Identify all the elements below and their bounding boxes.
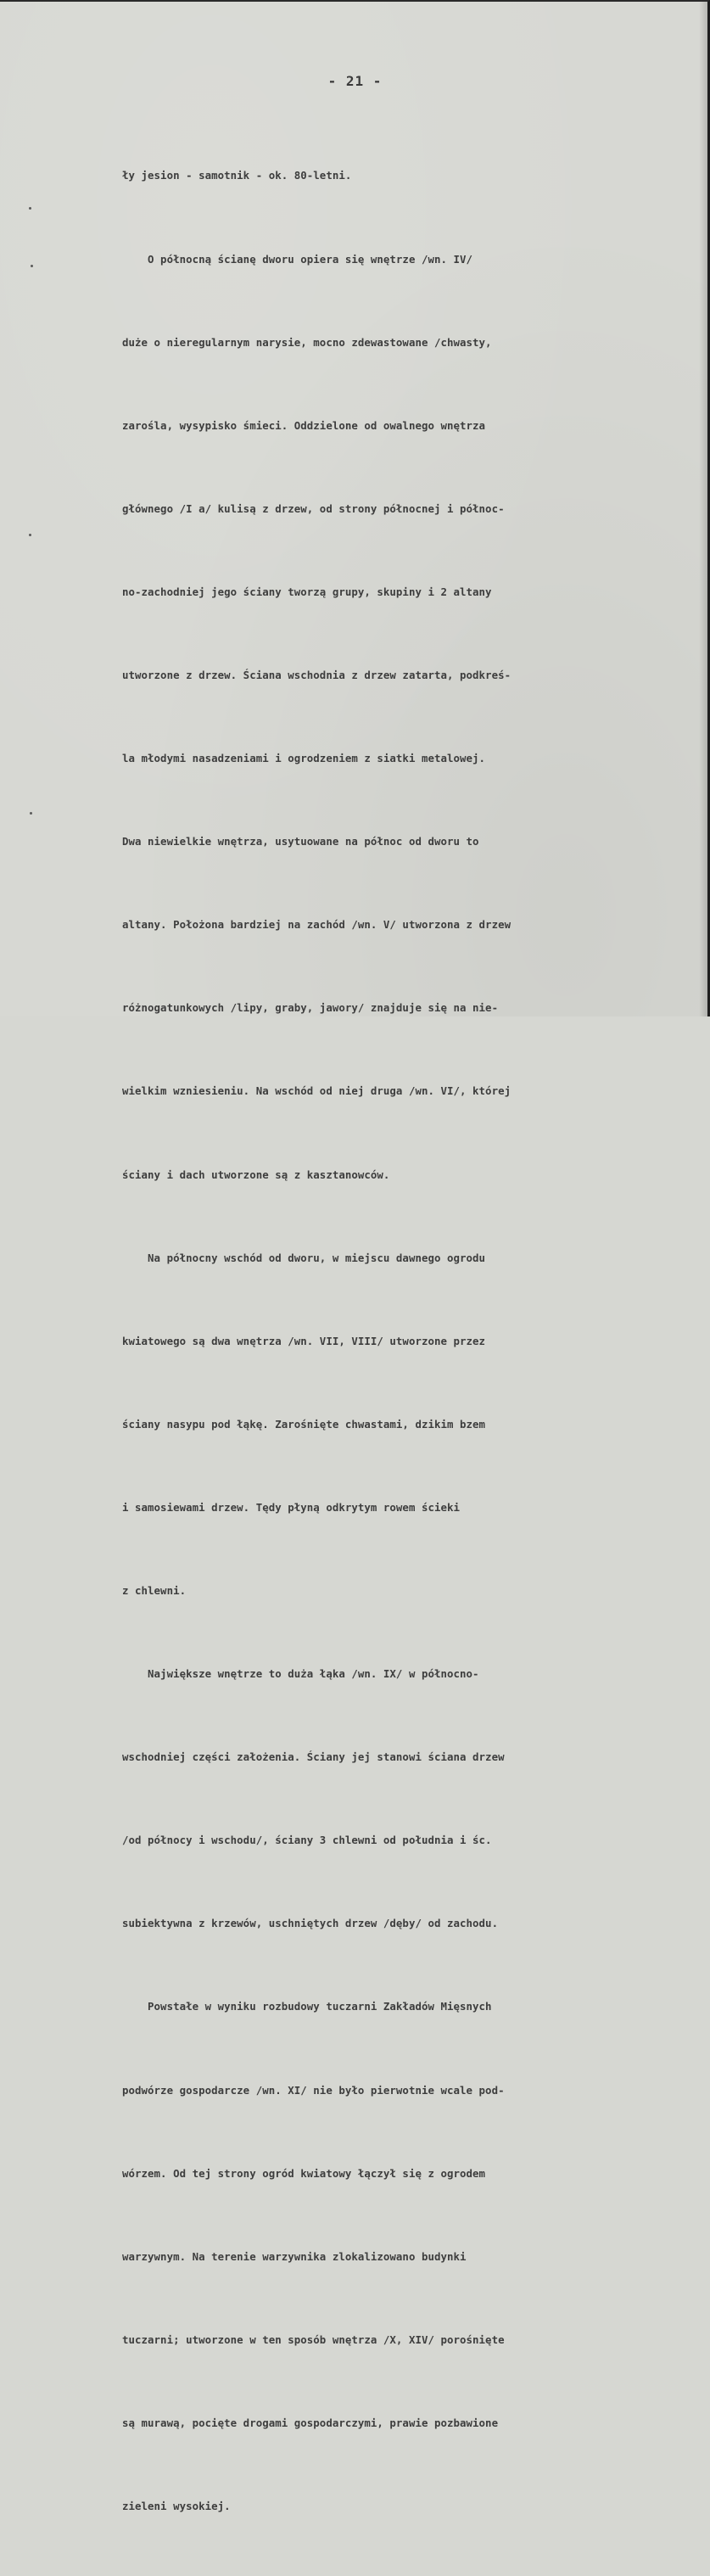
text-line: wielkim wzniesieniu. Na wschód od niej druga /wn. VI/, której [122,1084,512,1098]
text-line: O północną ścianę dworu opiera się wnętrze /wn. IV/ [122,252,473,266]
text-line: zieleni wysokiej. [122,2500,231,2513]
page-number: - 21 - [327,73,383,89]
margin-mark [29,207,31,210]
body-text [122,107,682,2576]
text-line: subiektywna z krzewów, uschniętych drzew /dęby/ od zachodu. [122,1917,499,1930]
text-line: Największe wnętrze to duża łąka /wn. IX/ w północno- [122,1667,479,1681]
text-line: no-zachodniej jego ściany tworzą grupy, skupiny i 2 altany [122,585,492,598]
text-line: utworzone z drzew. Ściana wschodnia z drzew zatarta, podkreś- [122,668,512,681]
text-line: wschodniej części założenia. Ściany jej stanowi ściana drzew [122,1750,505,1764]
text-line: Powstałe w wyniku rozbudowy tuczarni Zakładów Mięsnych [122,2000,492,2013]
text-line: duże o nieregularnym narysie, mocno zdewastowane /chwasty, [122,335,492,349]
text-line: kwiatowego są dwa wnętrza /wn. VII, VIII/ utworzone przez [122,1334,486,1347]
text-line: warzywnym. Na terenie warzywnika zlokalizowano budynki [122,2249,467,2263]
margin-mark [31,265,33,267]
text-line: ściany i dach utworzone są z kasztanowców. [122,1168,390,1181]
text-line: ściany nasypu pod łąkę. Zarośnięte chwastami, dzikim bzem [122,1417,486,1431]
text-line: Dwa niewielkie wnętrza, usytuowane na północ od dworu to [122,835,479,848]
text-line: Na północny wschód od dworu, w miejscu dawnego ogrodu [122,1251,486,1264]
text-line: różnogatunkowych /lipy, graby, jawory/ znajduje się na nie- [122,1001,499,1015]
text-line: altany. Położona bardziej na zachód /wn. V/ utworzona z drzew [122,918,512,932]
margin-mark [29,534,31,536]
text-line: la młodymi nasadzeniami i ogrodzeniem z siatki metalowej. [122,752,486,765]
text-line: z chlewni. [122,1584,187,1597]
text-line: /od północy i wschodu/, ściany 3 chlewni od południa i śc. [122,1834,492,1847]
text-line: i samosiewami drzew. Tędy płyną odkrytym rowem ścieki [122,1500,461,1514]
text-line: są murawą, pocięte drogami gospodarczymi, prawie pozbawione [122,2416,499,2429]
text-line: ły jesion - samotnik - ok. 80-letni. [122,169,352,182]
text-line: zarośla, wysypisko śmieci. Oddzielone od owalnego wnętrza [122,418,486,432]
text-line: tuczarni; utworzone w ten sposób wnętrza /X, XIV/ porośnięte [122,2332,505,2346]
text-line: wórzem. Od tej strony ogród kwiatowy łączył się z ogrodem [122,2166,486,2180]
text-line: podwórze gospodarcze /wn. XI/ nie było pierwotnie wcale pod- [122,2083,505,2097]
margin-mark [30,812,32,815]
text-line: głównego /I a/ kulisą z drzew, od strony północnej i północ- [122,501,505,515]
